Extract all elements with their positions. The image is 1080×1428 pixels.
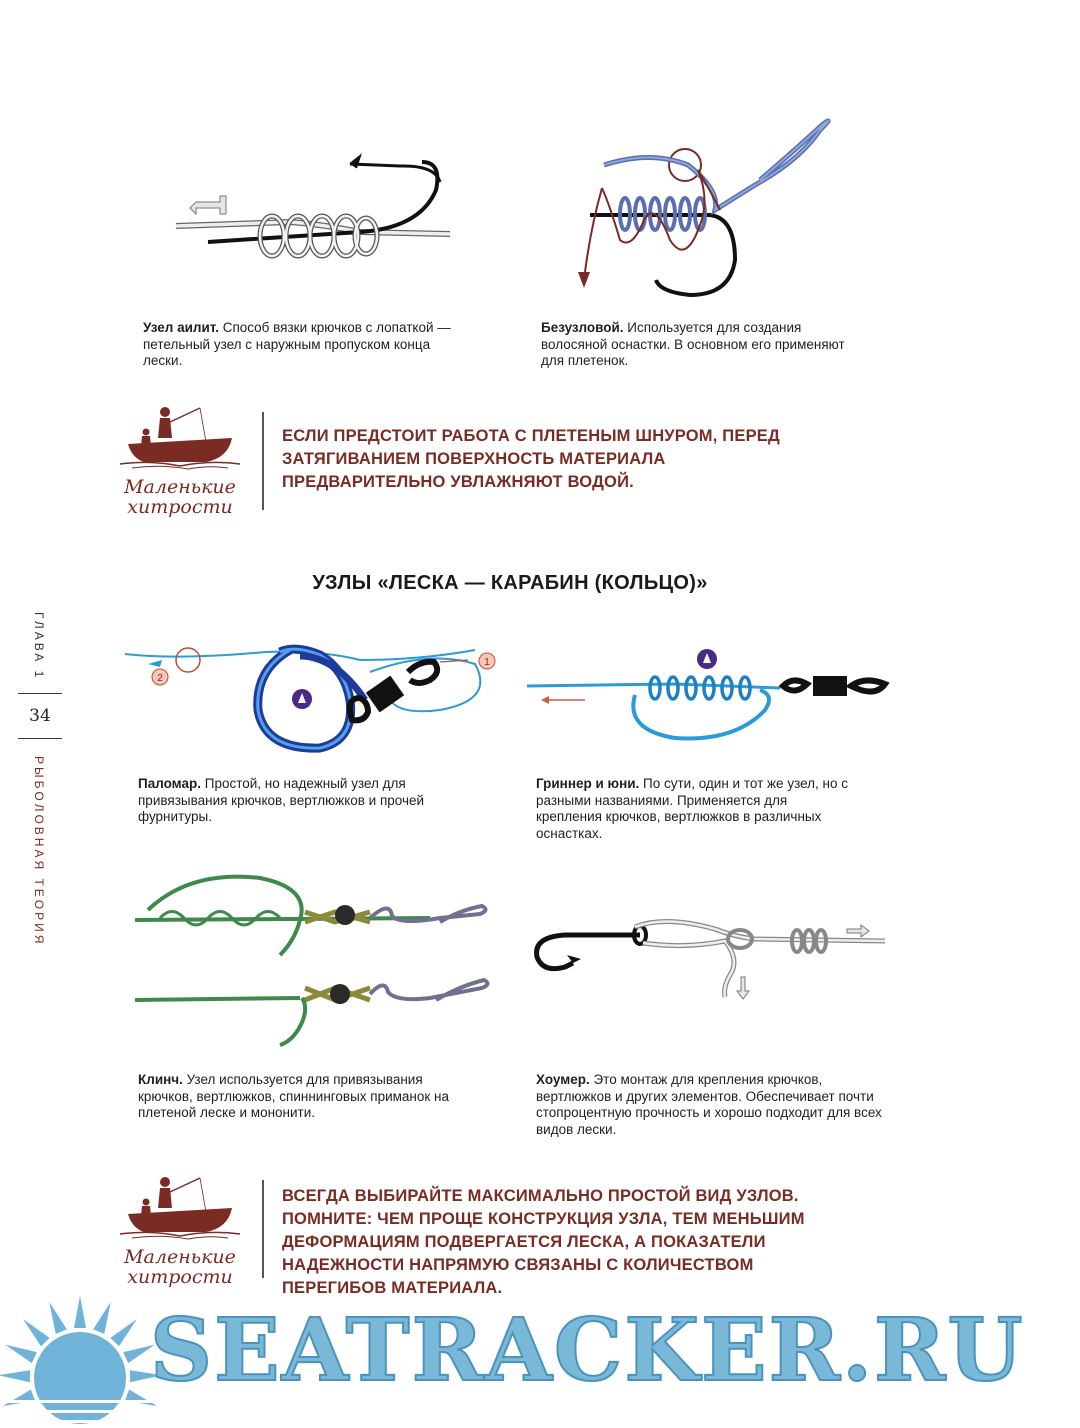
clinch-caption: [138, 1072, 478, 1122]
fisherman-boat-icon-2: [110, 1172, 250, 1242]
knotless-caption: [541, 320, 871, 370]
sidebar-section: РЫБОЛОВНАЯ ТЕОРИЯ: [32, 756, 46, 947]
tip-logo: [110, 402, 250, 518]
tip-divider: [262, 412, 264, 510]
palomar-caption-title: Паломар.: [138, 776, 201, 791]
tip-divider-2: [262, 1180, 264, 1278]
grinner-knot-diagram: [525, 640, 895, 750]
ailit-knot-diagram: [160, 150, 460, 280]
ailit-caption-title: Узел аилит.: [143, 320, 219, 335]
palomar-knot-diagram: [120, 630, 510, 760]
sidebar-page-number: 34: [29, 706, 51, 726]
tip-text-2: ВСЕГДА ВЫБИРАЙТЕ МАКСИМАЛЬНО ПРОСТОЙ ВИД УЗЛОВ. ПОМНИТЕ: ЧЕМ ПРОЩЕ КОНСТРУКЦИЯ УЗЛА, ТЕМ МЕНЬШИМ ДЕФОРМАЦИЯМ ПОДВЕРГАЕТСЯ ЛЕСКА, А ПОКАЗАТЕЛИ НАДЕЖНОСТИ НАПРЯМУЮ СВЯЗАНЫ С КОЛИЧЕСТВОМ ПЕРЕГИБОВ МАТЕРИАЛА.: [282, 1187, 805, 1297]
sidebar-rule-top: [18, 693, 62, 694]
watermark-text: SEATRACKER.RU: [150, 1300, 1025, 1401]
palomar-caption: [138, 776, 458, 826]
section-title: УЗЛЫ «ЛЕСКА — КАРАБИН (КОЛЬЦО)»: [312, 572, 708, 594]
clinch-caption-text: Узел используется для привязывания крючков, вертлюжков, спиннинговых приманок на плетеной леске и мононити.: [138, 1072, 450, 1120]
ailit-caption: [143, 320, 473, 370]
fisherman-boat-icon: [110, 402, 250, 472]
tip-text: ЕСЛИ ПРЕДСТОИТ РАБОТА С ПЛЕТЕНЫМ ШНУРОМ, ПЕРЕД ЗАТЯГИВАНИЕМ ПОВЕРХНОСТЬ МАТЕРИАЛА ПРЕДВАРИТЕЛЬНО УВЛАЖНЯЮТ ВОДОЙ.: [282, 427, 780, 491]
tip-logo-line1: Маленькие: [124, 476, 236, 498]
clinch-caption-title: Клинч.: [138, 1072, 183, 1087]
grinner-caption-title: Гриннер и юни.: [536, 776, 640, 791]
palomar-caption-text: Простой, но надежный узел для привязывания крючков, вертлюжков и прочей фурнитуры.: [138, 776, 425, 824]
hoymer-caption-text: Это монтаж для крепления крючков, вертлюжков и других элементов. Обеспечивает почти стопроцентную прочность и хорошо подходит для всех видов лески.: [536, 1072, 882, 1137]
ailit-caption-text: Способ вязки крючков с лопаткой — петельный узел с наружным пропуском конца лески.: [143, 320, 451, 368]
palomar-step2-label: 2: [157, 673, 163, 684]
grinner-caption: [536, 776, 856, 842]
tip-logo-line2: хитрости: [127, 496, 233, 518]
grinner-caption-text: По сути, один и тот же узел, но с разными названиями. Применяется для крепления крючков, вертлюжков в различных оснастках.: [536, 776, 849, 841]
clinch-knot-diagram: [130, 860, 500, 1050]
sun-icon: [0, 1278, 160, 1428]
sidebar-rule-bottom: [18, 738, 62, 739]
tip-logo-2-line2: хитрости: [127, 1266, 233, 1288]
tip-logo-2: [110, 1172, 250, 1288]
hoymer-caption: [536, 1072, 886, 1138]
hoymer-caption-title: Хоумер.: [536, 1072, 590, 1087]
palomar-step1-label: 1: [484, 657, 490, 668]
hoymer-knot-diagram: [525, 905, 895, 1015]
knotless-caption-title: Безузловой.: [541, 320, 624, 335]
tip-logo-2-line1: Маленькие: [124, 1246, 236, 1268]
knotless-knot-diagram: [570, 110, 860, 310]
sidebar-chapter: ГЛАВА 1: [32, 612, 46, 681]
knotless-caption-text: Используется для создания волосяной оснастки. В основном его применяют для плетенок.: [541, 320, 845, 368]
